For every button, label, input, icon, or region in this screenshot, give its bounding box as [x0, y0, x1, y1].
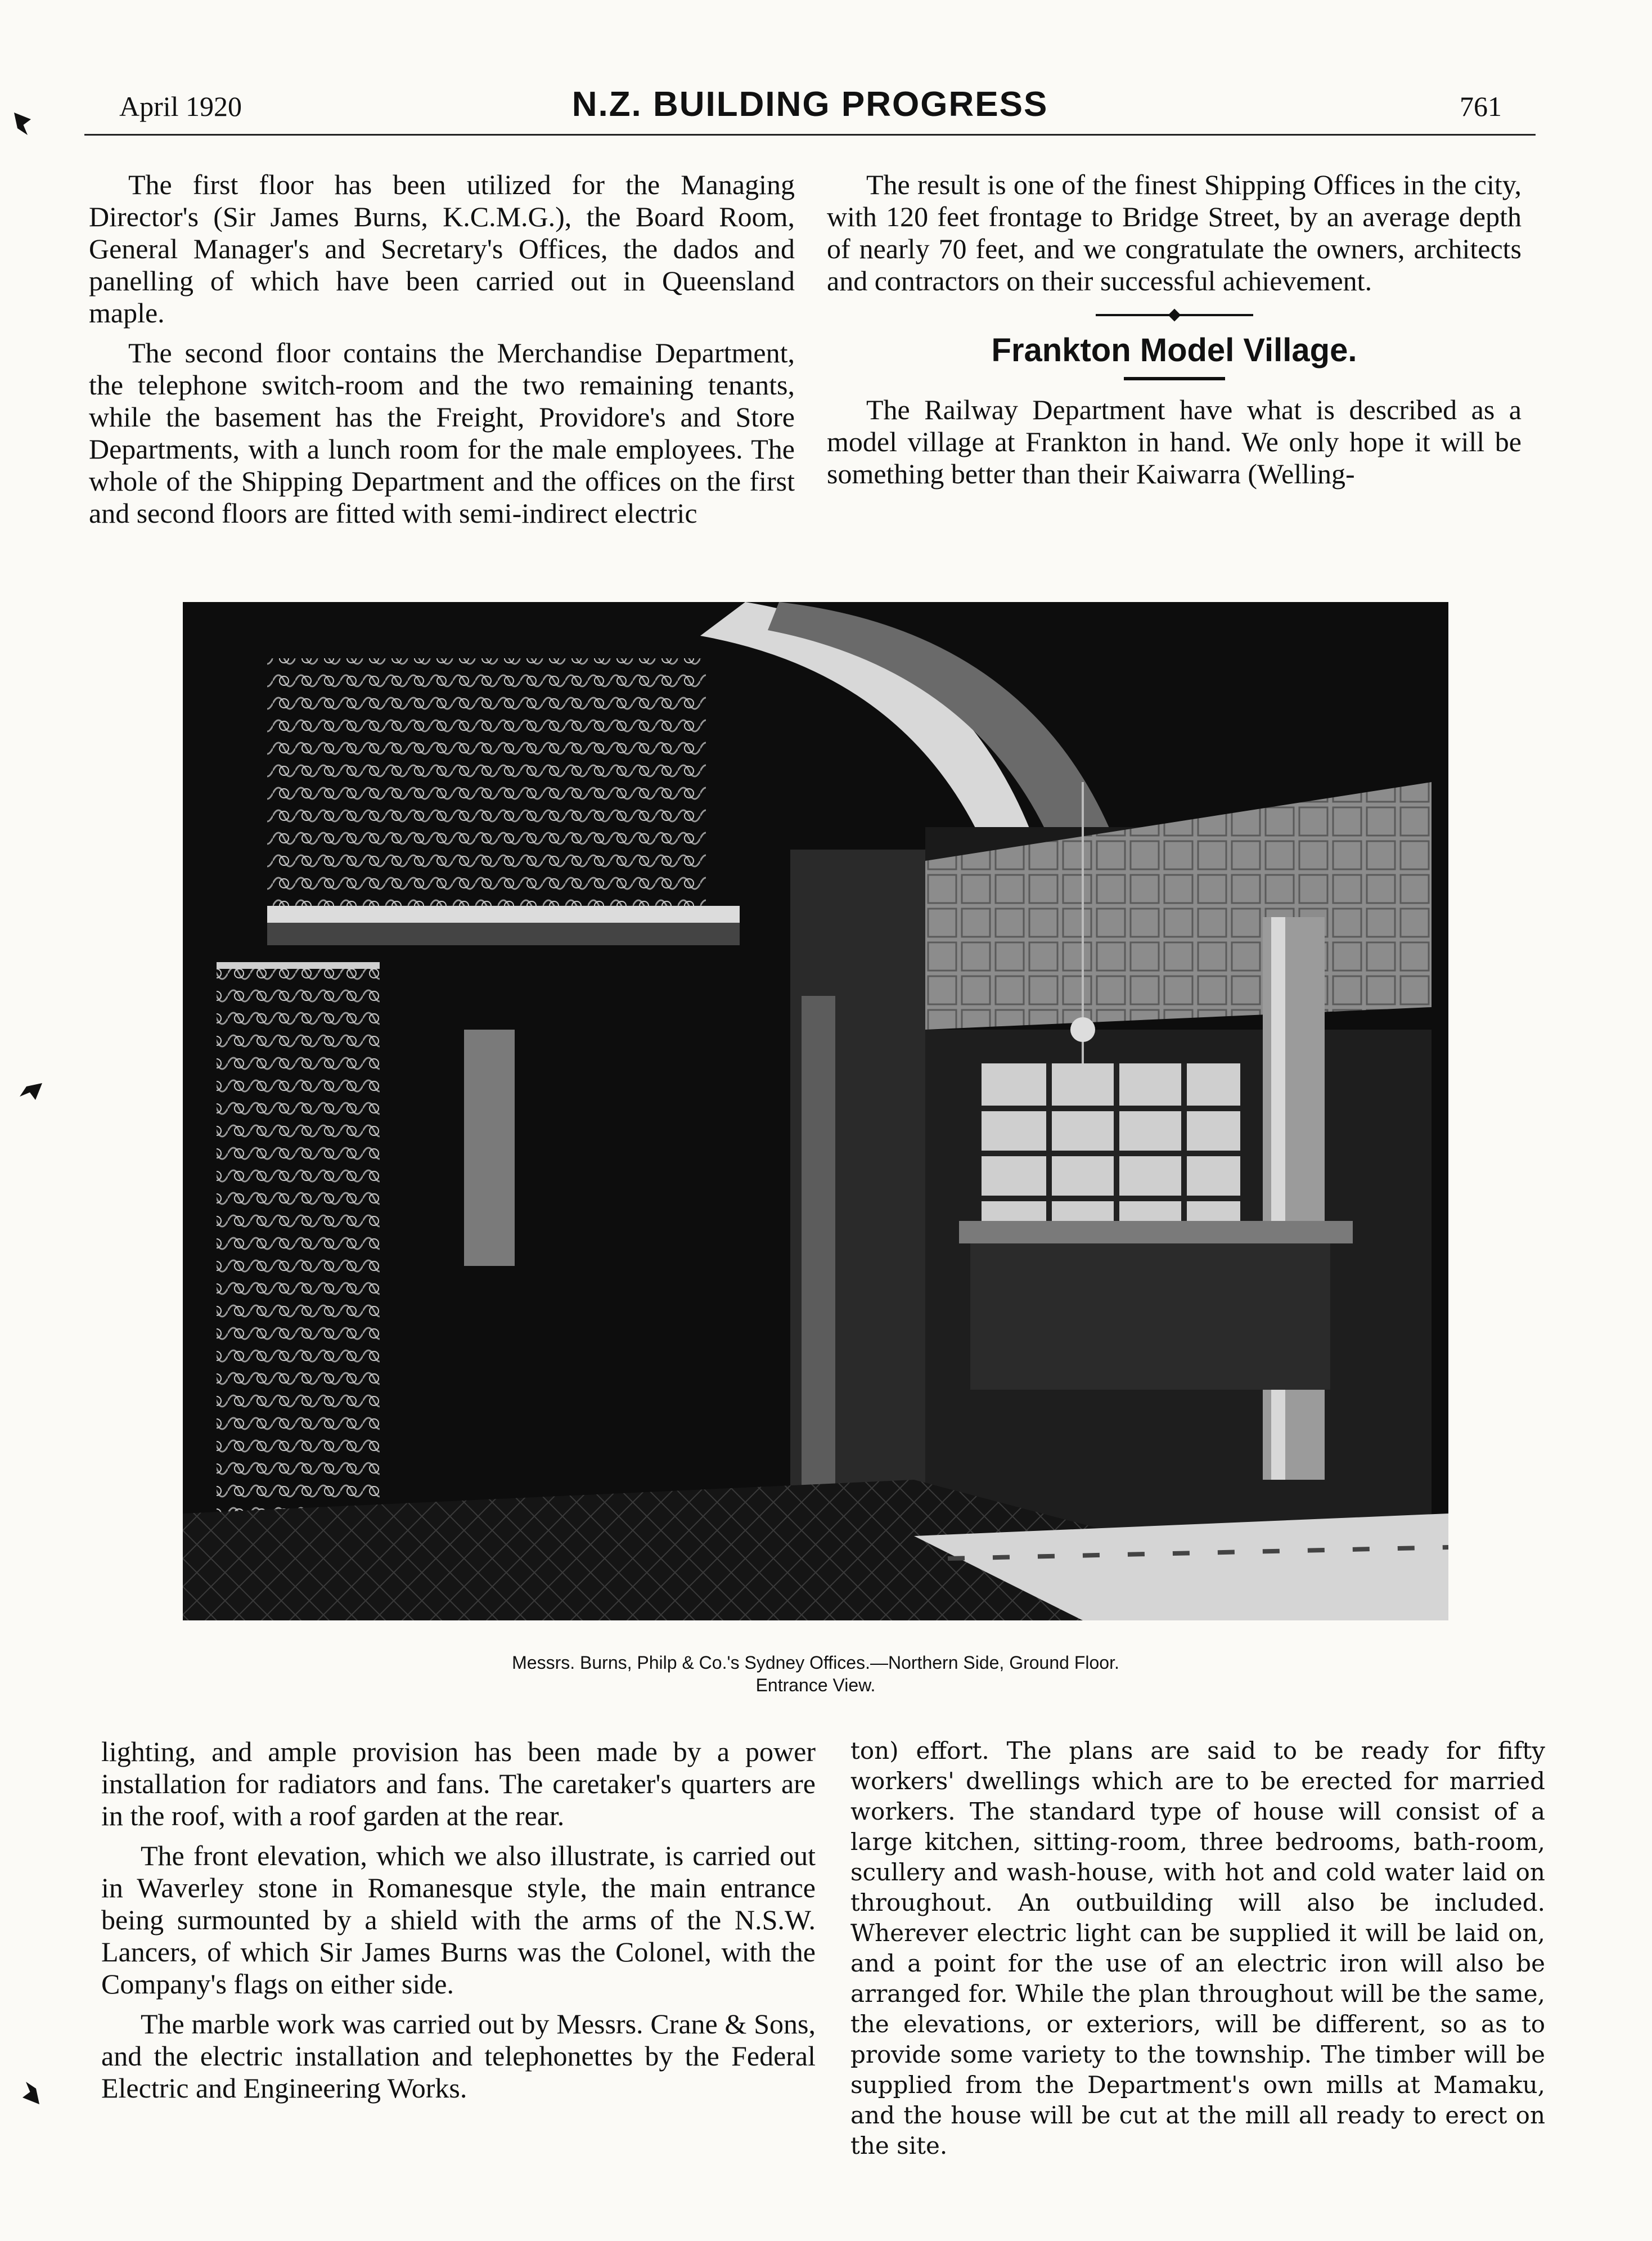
issue-date: April 1920 — [119, 91, 242, 122]
margin-mark-icon — [20, 1083, 42, 1100]
paragraph: The front elevation, which we also illustrate, is carried out in Waverley stone in Romanesque style, the main entrance being surmounted by a shield with the arms of the N.S.W. Lancers, of which Sir James Burns was the Colonel, with the Company's flags on either side. — [101, 1840, 816, 2000]
right-column-bottom — [850, 1736, 1545, 2169]
left-column-bottom — [101, 1736, 816, 2112]
page-number: 761 — [1460, 91, 1502, 122]
paragraph: The second floor contains the Merchandise Department, the telephone switch-room and the two remaining tenants, while the basement has the Freight, Providore's and Store Departments, with a lunch room for the male employees. The whole of the Shipping Department and the offices on the first and second floors are fitted with semi-indirect electric — [89, 337, 795, 529]
photo-illustration — [183, 602, 1448, 1620]
paragraph: The Railway Department have what is described as a model village at Frankton in hand. We only hope it will be something better than their Kaiwarra (Welling- — [827, 394, 1522, 489]
entrance-photograph — [183, 602, 1448, 1620]
caption-line: Messrs. Burns, Philp & Co.'s Sydney Offices.—Northern Side, Ground Floor. — [512, 1652, 1119, 1673]
header-rule — [84, 134, 1536, 136]
paragraph: The first floor has been utilized for the Managing Director's (Sir James Burns, K.C.M.G.), the Board Room, General Manager's and Secretary's Offices, the dados and panelling of which have been carried out in Queensland maple. — [89, 169, 795, 329]
section-title: Frankton Model Village. — [991, 332, 1357, 369]
figure-caption — [183, 1651, 1448, 1696]
paragraph: lighting, and ample provision has been made by a power installation for radiators and fans. The caretaker's quarters are in the roof, with a roof garden at the rear. — [101, 1736, 816, 1831]
running-header — [84, 84, 1536, 135]
margin-mark-icon — [14, 113, 31, 135]
caption-line: Entrance View. — [755, 1675, 876, 1695]
margin-mark-icon — [22, 2082, 39, 2104]
title-rule — [1124, 377, 1225, 380]
left-column-top — [89, 169, 795, 537]
right-column-top — [827, 169, 1522, 498]
ornamental-rule — [1096, 314, 1253, 316]
magazine-title: N.Z. BUILDING PROGRESS — [571, 85, 1048, 124]
paragraph: The result is one of the finest Shipping Offices in the city, with 120 feet frontage to Bridge Street, by an average depth of nearly 70 feet, and we congratulate the owners, architects and contractors on their successful achievement. — [827, 169, 1522, 297]
paragraph: The marble work was carried out by Messrs. Crane & Sons, and the electric installation and telephonettes by the Federal Electric and Engineering Works. — [101, 2008, 816, 2104]
paragraph: ton) effort. The plans are said to be ready for fifty workers' dwellings which are to be erected for married workers. The standard type of house will consist of a large kitchen, sitting-room, three bedrooms, bath-room, scullery and wash-house, with hot and cold water laid on throughout. An outbuilding will also be included. Wherever electric light can be supplied it will be laid on, and a point for the use of an electric iron will also be arranged for. While the plan throughout will be the same, the elevations, or exteriors, will be different, so as to provide some variety to the township. The timber will be supplied from the Department's own mills at Mamaku, and the house will be cut at the mill all ready to erect on the site. — [850, 1737, 1545, 2159]
